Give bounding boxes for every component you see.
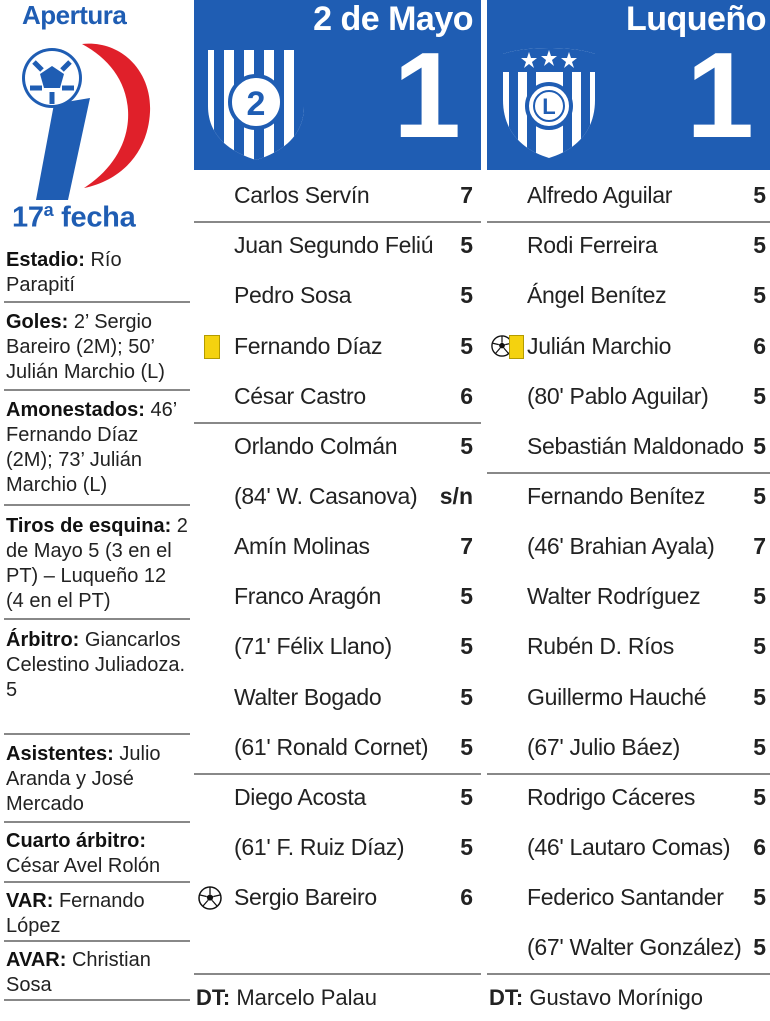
info-goals: Goles: 2’ Sergio Bareiro (2M); 50’ Julián Marchio (L) [6, 311, 165, 383]
player-name: (61' F. Ruiz Díaz) [234, 834, 405, 860]
round-label: 17$^a$ fecha [12, 200, 136, 234]
svg-text:2: 2 [246, 85, 266, 123]
player-name: (67' Julio Báez) [527, 734, 680, 760]
yellow-card-icon [204, 335, 220, 359]
info-corners: Tiros de esquina: 2 de Mayo 5 (3 en el PT) – Luqueño 12 (4 en el PT) [6, 515, 188, 612]
home-coach: DT: Marcelo Palau [196, 985, 377, 1010]
apertura-logo [12, 32, 162, 202]
player-rating: 5 [460, 433, 473, 459]
player-name: Julián Marchio [527, 333, 672, 359]
player-rating: 6 [460, 383, 473, 409]
player-name: (67' Walter González) [527, 934, 742, 960]
player-name: Franco Aragón [234, 583, 381, 609]
player-row [487, 523, 770, 573]
player-rating: 5 [460, 633, 473, 659]
player-row [487, 373, 770, 423]
away-coach: DT: Gustavo Morínigo [489, 985, 703, 1010]
info-divider [4, 618, 190, 620]
player-rating: 5 [460, 684, 473, 710]
player-name: Amín Molinas [234, 533, 370, 559]
svg-text:L: L [542, 94, 556, 119]
player-row [194, 323, 481, 373]
player-rating: 5 [753, 734, 766, 760]
player-row [194, 674, 481, 724]
player-rating: 7 [753, 533, 766, 559]
player-rating: 5 [460, 784, 473, 810]
player-rating: 5 [753, 684, 766, 710]
player-rating: s/n [439, 483, 473, 509]
player-rating: 5 [460, 232, 473, 258]
player-rating: 5 [460, 333, 473, 359]
player-row [194, 874, 481, 924]
home-team-panel [194, 0, 481, 1021]
player-row [487, 674, 770, 724]
player-name: (46' Lautaro Comas) [527, 834, 731, 860]
player-name: Fernando Díaz [234, 333, 383, 359]
player-rating: 5 [460, 282, 473, 308]
player-row [194, 824, 481, 874]
player-row [194, 774, 481, 824]
player-name: (80' Pablo Aguilar) [527, 383, 709, 409]
player-row [487, 623, 770, 673]
player-row [194, 473, 481, 523]
player-name: Walter Bogado [234, 684, 382, 710]
line-divider [194, 973, 481, 975]
player-rating: 7 [460, 182, 473, 208]
player-name: (71' Félix Llano) [234, 633, 392, 659]
player-row [487, 323, 770, 373]
away-team-panel [487, 0, 770, 1021]
player-rating: 5 [753, 383, 766, 409]
player-rating: 5 [460, 834, 473, 860]
player-row [487, 724, 770, 774]
home-team-name: 2 de Mayo [313, 0, 473, 38]
player-name: Sebastián Maldonado [527, 433, 744, 459]
info-assistants: Asistentes: Julio Aranda y José Mercado [6, 743, 161, 815]
player-rating: 5 [753, 784, 766, 810]
player-name: Diego Acosta [234, 784, 366, 810]
away-team-name: Luqueño [625, 0, 766, 38]
player-row [487, 924, 770, 974]
player-row [487, 824, 770, 874]
home-team-crest-icon [200, 44, 312, 162]
player-rating: 5 [753, 934, 766, 960]
line-divider [487, 973, 770, 975]
player-name: Alfredo Aguilar [527, 182, 673, 208]
info-stadium: Estadio: Río Parapití [6, 249, 122, 296]
player-name: Sergio Bareiro [234, 884, 377, 910]
player-name: Juan Segundo Feliú [234, 232, 434, 258]
player-row [487, 272, 770, 322]
player-name: (46' Brahian Ayala) [527, 533, 715, 559]
player-rating: 6 [460, 884, 473, 910]
player-name: Pedro Sosa [234, 282, 352, 308]
player-rating: 5 [753, 282, 766, 308]
player-rating: 5 [753, 483, 766, 509]
player-row [487, 423, 770, 473]
info-divider [4, 301, 190, 303]
player-rating: 5 [460, 734, 473, 760]
player-name: Fernando Benítez [527, 483, 706, 509]
info-referee: Árbitro: Giancarlos Celestino Juliadoza. 5 [6, 629, 185, 701]
player-name: Rubén D. Ríos [527, 633, 674, 659]
away-team-header [487, 0, 770, 170]
player-name: Rodi Ferreira [527, 232, 658, 258]
player-row [194, 272, 481, 322]
info-cautions: Amonestados: 46’ Fernando Díaz (2M); 73’ Julián Marchio (L) [6, 399, 177, 496]
competition-title: Apertura [22, 0, 127, 30]
player-rating: 5 [753, 182, 766, 208]
player-row [487, 874, 770, 924]
home-team-header [194, 0, 481, 170]
info-divider [4, 504, 190, 506]
player-name: César Castro [234, 383, 366, 409]
player-rating: 5 [753, 232, 766, 258]
info-var: VAR: Fernando López [6, 890, 145, 937]
info-fourth-official: Cuarto árbitro: César Avel Rolón [6, 830, 161, 877]
player-name: Walter Rodríguez [527, 583, 701, 609]
player-row [194, 172, 481, 222]
player-row [194, 523, 481, 573]
player-rating: 5 [753, 583, 766, 609]
player-rating: 6 [753, 834, 766, 860]
player-row [487, 222, 770, 272]
info-divider [4, 999, 190, 1001]
away-score: 1 [686, 27, 754, 163]
player-row [194, 423, 481, 473]
player-row [194, 373, 481, 423]
player-name: Ángel Benítez [527, 282, 667, 308]
match-info-column [0, 0, 190, 1021]
player-rating: 5 [460, 583, 473, 609]
player-name: (61' Ronald Cornet) [234, 734, 429, 760]
player-rating: 5 [753, 433, 766, 459]
player-row [194, 222, 481, 272]
info-divider [4, 821, 190, 823]
player-name: Federico Santander [527, 884, 724, 910]
info-avar: AVAR: Christian Sosa [6, 949, 151, 996]
away-team-crest-icon [493, 44, 605, 162]
player-name: (84' W. Casanova) [234, 483, 418, 509]
player-row [194, 623, 481, 673]
player-rating: 6 [753, 333, 766, 359]
player-row [487, 473, 770, 523]
player-row [487, 573, 770, 623]
info-divider [4, 881, 190, 883]
player-row [194, 724, 481, 774]
info-divider [4, 389, 190, 391]
player-rating: 5 [753, 884, 766, 910]
player-rating: 7 [460, 533, 473, 559]
player-row [487, 172, 770, 222]
player-name: Carlos Servín [234, 182, 370, 208]
info-divider [4, 733, 190, 735]
player-name: Guillermo Hauché [527, 684, 707, 710]
home-score: 1 [393, 27, 461, 163]
player-row [194, 573, 481, 623]
player-name: Rodrigo Cáceres [527, 784, 696, 810]
player-row [487, 774, 770, 824]
soccer-ball-icon [198, 886, 222, 910]
yellow-card-icon [509, 335, 524, 359]
player-name: Orlando Colmán [234, 433, 398, 459]
player-rating: 5 [753, 633, 766, 659]
info-divider [4, 940, 190, 942]
